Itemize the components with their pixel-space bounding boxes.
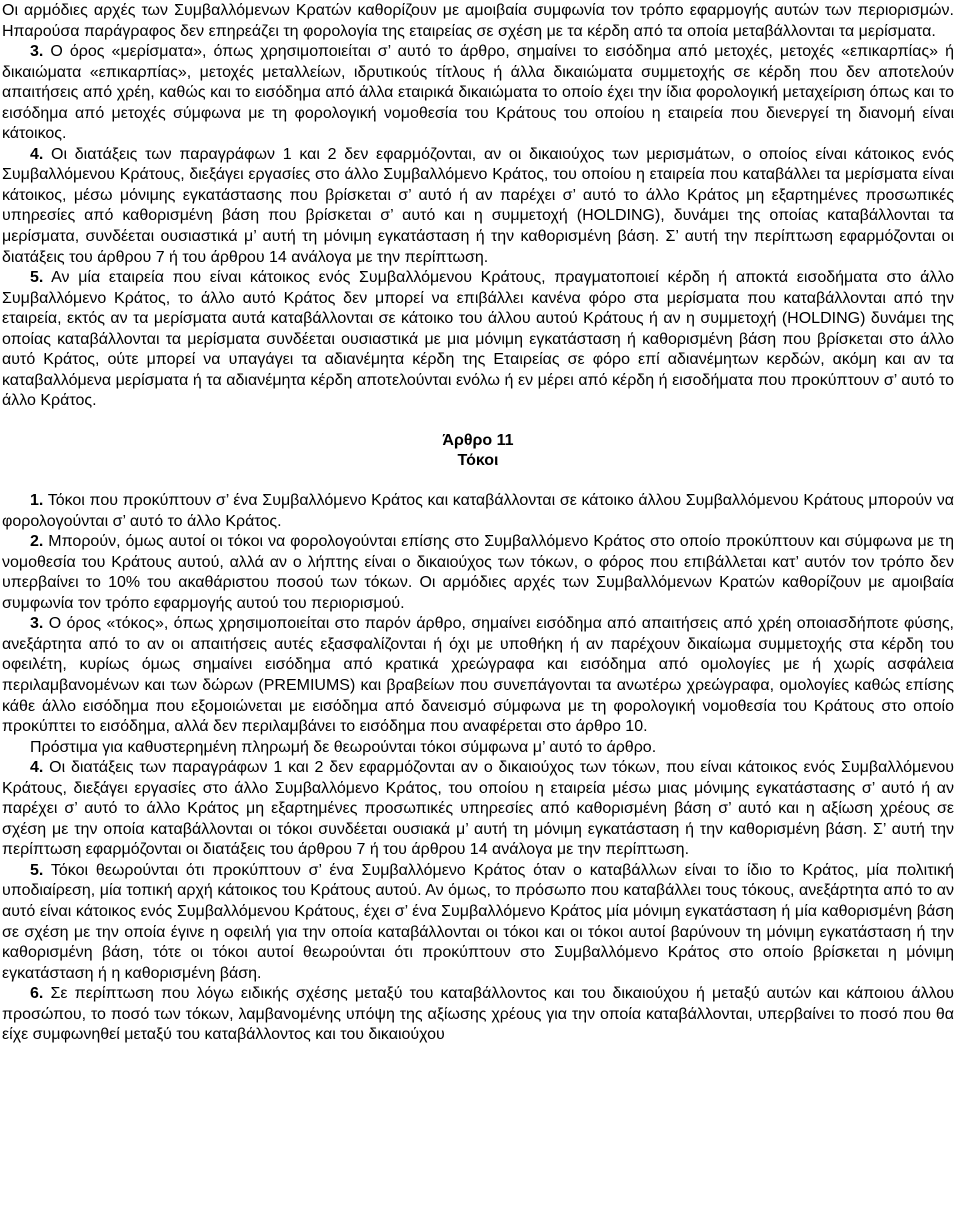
paragraph-number: 4. — [30, 759, 44, 777]
paragraph-text: Μπορούν, όμως αυτοί οι τόκοι να φορολογούνται επίσης στο Συμβαλλόμενο Κράτος στο οποίο προκύπτουν και σύμφωνα με τη νομοθεσία του Κράτους αυτού, αλλά αν ο λήπτης είναι ο δικαιούχος των τόκων, ο φόρος που επιβάλλεται κατ’ αυτόν τον τρόπο δεν υπερβαίνει το 10% του ακαθάριστου ποσού των τόκων. Οι αρμόδιες αρχές των Συμβαλλόμενων Κρατών καθορίζουν με αμοιβαία συμφωνία τον τρόπο εφαρμογής αυτού του περιορισμού. — [2, 533, 954, 612]
paragraph-number: 6. — [30, 985, 44, 1003]
article10-paragraph-5 — [2, 268, 954, 412]
paragraph-text: Οι διατάξεις των παραγράφων 1 και 2 δεν εφαρμόζονται αν ο δικαιούχος των τόκων, που είναι κάτοικος ενός Συμβαλλόμενου Κράτους, διεξάγει εργασίες στο άλλο Συμβαλλόμενο Κράτος, του οποίου η εταιρεία μέσω μιας μόνιμης εγκατάστασης σ’ αυτό ή αν παρέχει σ’ αυτό το άλλο Κράτος μη εξαρτημένες προσωπικές υπηρεσίες από καθορισμένη βάση σ’ αυτό και η αξίωση χρέους σε σχέση με την οποία καταβάλλονται οι τόκοι συνδέεται ουσιακά μ’ αυτή τη μόνιμη εγκατάσταση ή την καθορισμένη βάση. Σ’ αυτή την περίπτωση εφαρμόζονται οι διατάξεις του άρθρου 7 ή του άρθρου 14 ανάλογα με την περίπτωση. — [2, 759, 954, 859]
paragraph-text: Ο όρος «μερίσματα», όπως χρησιμοποιείται σ’ αυτό το άρθρο, σημαίνει το εισόδημα από μετοχές, μετοχές «επικαρπίας» ή δικαιώματα «επικαρπίας», μετοχές μεταλλείων, ιδρυτικούς τίτλους ή άλλα δικαιώματα συμμετοχής σε κέρδη που δεν αποτελούν απαιτήσεις από χρέη, καθώς και το εισόδημα από άλλα εταιρικά δικαιώματα το οποίο έχει την ίδια φορολογική μεταχείριση όπως και το εισόδημα από μετοχές σύμφωνα με τη φορολογική νομοθεσία του Κράτους του οποίου η εταιρεία που διενεργεί τη διανομή είναι κάτοικος. — [2, 43, 954, 143]
paragraph-number: 3. — [30, 43, 44, 61]
article-heading: Άρθρο 11 — [442, 431, 514, 449]
paragraph-number: 5. — [30, 269, 44, 287]
paragraph-number: 5. — [30, 861, 44, 879]
paragraph-number: 1. — [30, 492, 44, 510]
paragraph-text: Ο όρος «τόκος», όπως χρησιμοποιείται στο παρόν άρθρο, σημαίνει εισόδημα από απαιτήσεις από χρέη οποιασδήποτε φύσης, ανεξάρτητα από το αν οι απαιτήσεις αυτές εξασφαλίζονται ή όχι με υποθήκη ή αν παρέχουν δικαίωμα συμμετοχής στα κέρδη του οφειλέτη, κυρίως όμως σημαίνει εισόδημα από κρατικά χρεώγραφα και εισόδημα από ομολογίες με ή χωρίς ασφάλεια περιλαμβανομένων και των δώρων (PREMIUMS) και βραβείων που συνεπάγονται τα ανωτέρω χρεώγραφα, ομολογίες καθώς επίσης κάθε άλλο εισόδημα που εξομοιώνεται με εισόδημα από δανεισμό σύμφωνα με τη φορολογική νομοθεσία του Κράτους στο οποίο προκύπτει το εισόδημα, αλλά δεν περιλαμβάνει το εισόδημα που αναφέρεται στο άρθρο 10. — [2, 615, 954, 736]
article-subheading: Τόκοι — [457, 452, 499, 470]
article11-paragraph-1 — [2, 491, 954, 532]
article11-paragraph-3-note — [2, 738, 954, 759]
paragraph-text: Αν μία εταιρεία που είναι κάτοικος ενός Συμβαλλόμενου Κράτους, πραγματοποιεί κέρδη ή αποκτά εισοδήματα στο άλλο Συμβαλλόμενο Κράτος, το άλλο αυτό Κράτος δεν μπορεί να επιβάλλει κανένα φόρο στα μερίσματα που καταβάλλονται από την εταιρεία, εκτός αν τα μερίσματα αυτά καταβάλλονται σε κάτοικο του άλλου αυτού Κράτους ή αν η συμμετοχή (HOLDING) δυνάμει της οποίας καταβάλλονται τα μερίσματα συνδέεται ουσιαστικά με μια μόνιμη εγκατάσταση ή καθορισμένη βάση που βρίσκεται στο άλλο αυτό Κράτος, ούτε μπορεί να υπαγάγει τα αδιανέμητα κέρδη της Εταιρείας σε φόρο επί αδιανέμητων κερδών, ακόμη και αν τα καταβαλλόμενα μερίσματα ή τα αδιανέμητα κέρδη αποτελούνται ενόλω ή εν μέρει από κέρδη ή εισοδήματα που προκύπτουν σ’ αυτό το άλλο Κράτος. — [2, 269, 954, 410]
article10-paragraph-4 — [2, 145, 954, 268]
article11-paragraph-6 — [2, 984, 954, 1046]
article11-paragraph-3 — [2, 614, 954, 737]
article11-paragraph-4 — [2, 758, 954, 861]
intro-text: Οι αρμόδιες αρχές των Συμβαλλόμενων Κρατών καθορίζουν με αμοιβαία συμφωνία τον τρόπο εφαρμογής αυτών των περιορισμών. Ηπαρούσα παράγραφος δεν επηρεάζει τη φορολογία της εταιρείας σε σχέση με τα κέρδη από τα οποία μεταβάλλονται τα μερίσματα. — [2, 2, 954, 40]
intro-paragraph — [2, 1, 954, 42]
paragraph-text: Τόκοι θεωρούνται ότι προκύπτουν σ’ ένα Συμβαλλόμενο Κράτος όταν ο καταβάλλων είναι το ίδιο το Κράτος, μία πολιτική υποδιαίρεση, μία τοπική αρχή κάτοικος του Κράτους αυτού. Αν όμως, το πρόσωπο που καταβάλλει τους τόκους, ανεξάρτητα από το αν αυτό είναι κάτοικος ενός Συμβαλλόμενου Κράτους, έχει σ’ ένα Συμβαλλόμενο Κράτος μία μόνιμη εγκατάσταση ή μία καθορισμένη βάση σε σχέση με την οποία έγινε η οφειλή για την οποία καταβάλλονται οι τόκοι και οι τόκοι αυτοί βαρύνουν τη μόνιμη εγκατάσταση ή την καθορισμένη βάση, τότε οι τόκοι αυτοί θεωρούνται ότι προκύπτουν στο Συμβαλλόμενο Κράτος στο οποίο βρίσκεται η μόνιμη εγκατάσταση ή η καθορισμένη βάση. — [2, 861, 954, 982]
paragraph-number: 3. — [30, 615, 44, 633]
paragraph-text: Πρόστιμα για καθυστερημένη πληρωμή δε θεωρούνται τόκοι σύμφωνα μ’ αυτό το άρθρο. — [30, 738, 657, 756]
article11-paragraph-5 — [2, 861, 954, 984]
paragraph-text: Τόκοι που προκύπτουν σ’ ένα Συμβαλλόμενο Κράτος και καταβάλλονται σε κάτοικο άλλου Συμβαλλόμενου Κράτους μπορούν να φορολογούνται σ’ αυτό το άλλο Κράτος. — [2, 492, 954, 530]
paragraph-text: Οι διατάξεις των παραγράφων 1 και 2 δεν εφαρμόζονται, αν οι δικαιούχος των μερισμάτων, ο οποίος είναι κάτοικος ενός Συμβαλλόμενου Κράτους, διεξάγει εργασίες στο άλλο Συμβαλλόμενο Κράτος, του οποίου η εταιρεία που καταβάλλει τα μερίσματα είναι κάτοικος, μέσω μόνιμης εγκατάστασης που βρίσκεται σ’ αυτό ή αν παρέχει σ’ αυτό το άλλο Κράτος μη εξαρτημένες προσωπικές υπηρεσίες από καθορισμένη βάση που βρίσκεται σ’ αυτό και η συμμετοχή (HOLDING), δυνάμει της οποίας καταβάλλονται τα μερίσματα, συνδέεται ουσιαστικά μ’ αυτή τη μόνιμη εγκατάσταση ή την καθορισμένη βάση. Σ’ αυτή την περίπτωση εφαρμόζονται οι διατάξεις του άρθρου 7 ή του άρθρου 14 ανάλογα με την περίπτωση. — [2, 145, 954, 266]
paragraph-number: 4. — [30, 145, 44, 163]
paragraph-number: 2. — [30, 533, 44, 551]
paragraph-text: Σε περίπτωση που λόγω ειδικής σχέσης μεταξύ του καταβάλλοντος και του δικαιούχου ή μεταξύ αυτών και κάποιου άλλου προσώπου, το ποσό των τόκων, λαμβανομένης υπόψη της αξίωσης χρέους για την οποία καταβάλλονται, υπερβαίνει το ποσό που θα είχε συμφωνηθεί μεταξύ του καταβάλλοντος και του δικαιούχου — [2, 985, 954, 1044]
article11-paragraph-2 — [2, 532, 954, 614]
article10-paragraph-3 — [2, 42, 954, 145]
